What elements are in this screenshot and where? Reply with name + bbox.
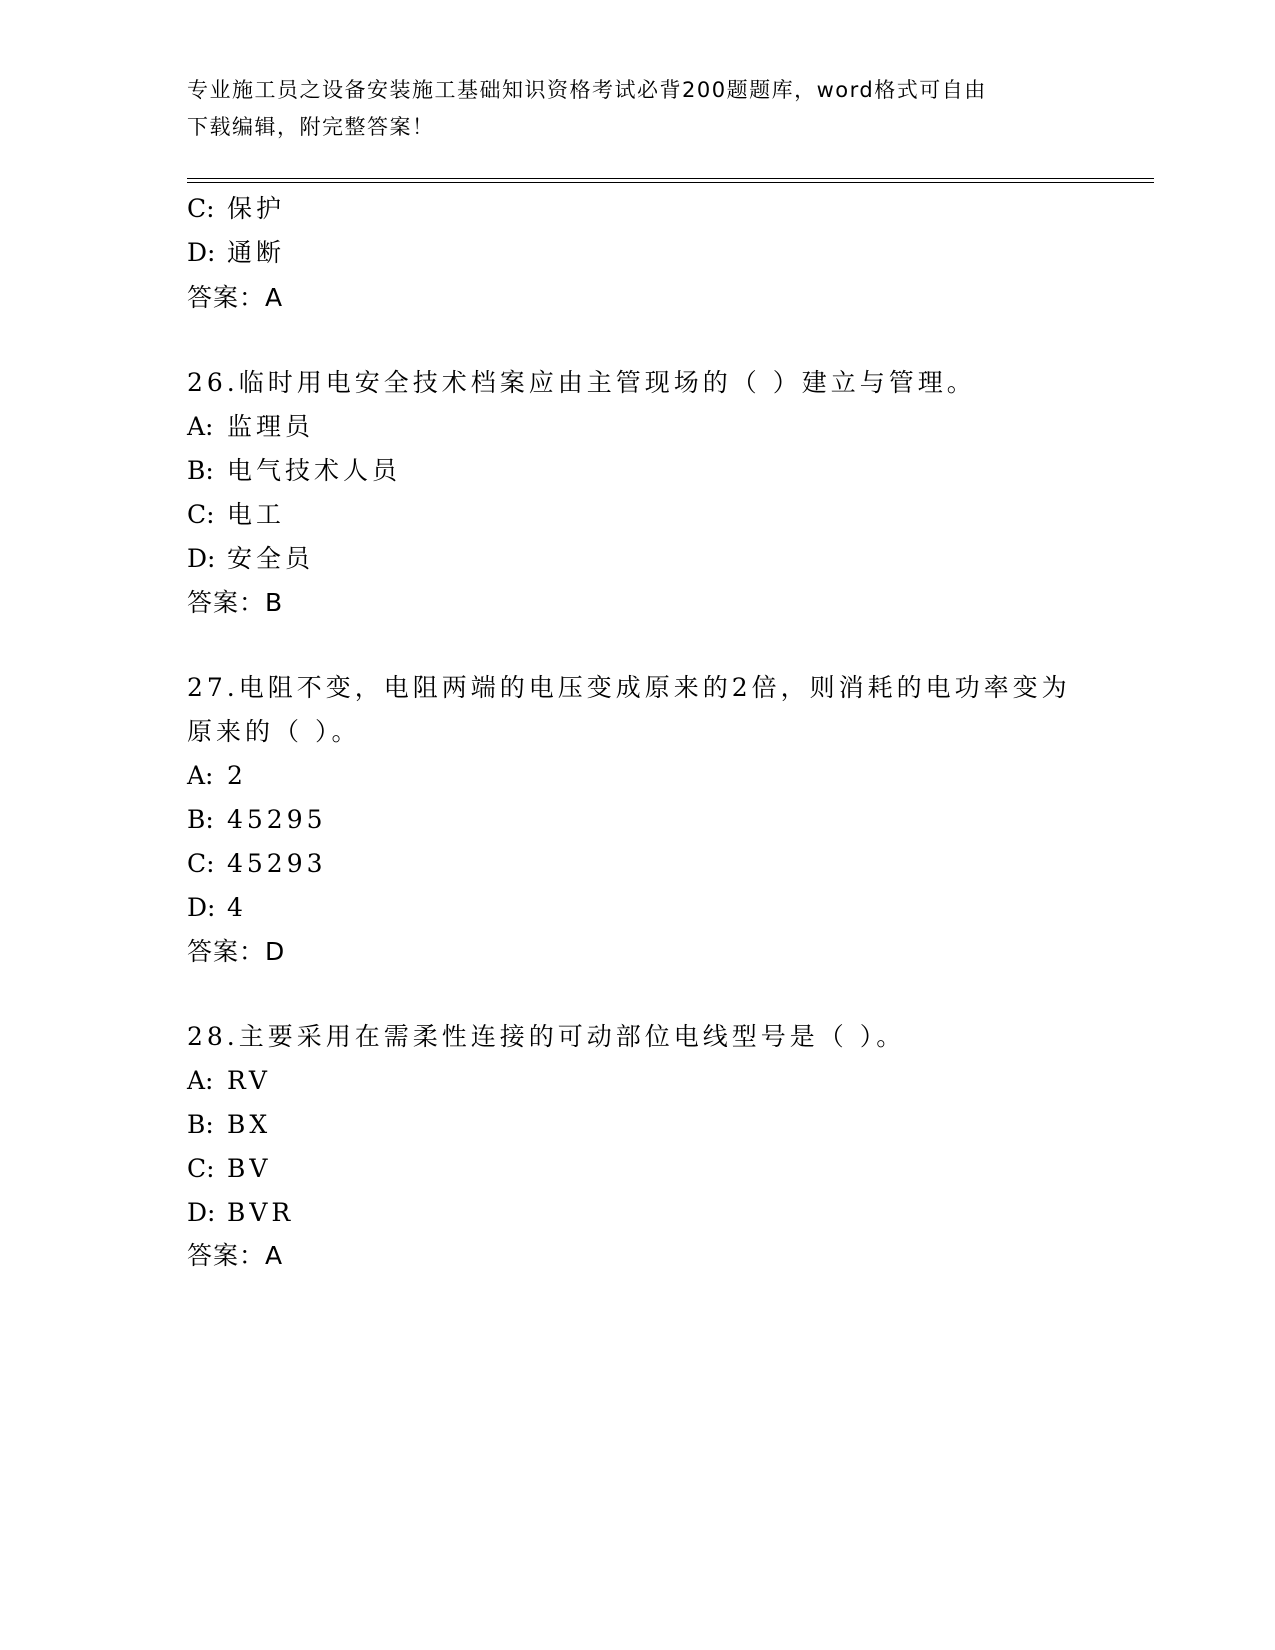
question-stem: 28.主要采用在需柔性连接的可动部位电线型号是（ ）。 bbox=[187, 1022, 906, 1051]
option-text: BVR bbox=[227, 1198, 295, 1227]
option-text: 保护 bbox=[227, 194, 286, 223]
option-letter: A: bbox=[187, 412, 214, 441]
option-c bbox=[187, 1154, 271, 1184]
header-line-2: 下载编辑，附完整答案！ bbox=[187, 115, 435, 139]
option-a bbox=[187, 761, 247, 791]
option-text: 通断 bbox=[227, 238, 286, 267]
option-d bbox=[187, 1198, 294, 1228]
option-letter: A: bbox=[187, 1066, 214, 1095]
option-text: 监理员 bbox=[227, 412, 315, 441]
option-letter: C: bbox=[187, 194, 215, 223]
answer-line: 答案：D bbox=[187, 937, 286, 966]
question-stem: 27.电阻不变，电阻两端的电压变成原来的2倍，则消耗的电功率变为 bbox=[187, 673, 1071, 702]
option-c bbox=[187, 500, 285, 530]
option-text: BV bbox=[227, 1154, 272, 1183]
option-text: 2 bbox=[227, 761, 247, 790]
option-letter: D: bbox=[187, 1198, 216, 1227]
option-letter: C: bbox=[187, 849, 215, 878]
question-stem-continued: 原来的（ ）。 bbox=[187, 717, 361, 746]
option-letter: B: bbox=[187, 1110, 214, 1139]
option-text: 电工 bbox=[227, 500, 286, 529]
answer-line: 答案：A bbox=[187, 1241, 284, 1270]
header-line-1: 专业施工员之设备安装施工基础知识资格考试必背200题题库，word格式可自由 bbox=[187, 78, 987, 102]
option-text: 安全员 bbox=[227, 544, 315, 573]
option-letter: D: bbox=[187, 893, 216, 922]
option-a bbox=[187, 412, 314, 442]
option-text: 电气技术人员 bbox=[227, 456, 402, 485]
option-text: 45295 bbox=[227, 805, 327, 834]
option-text: RV bbox=[227, 1066, 271, 1095]
answer-line: 答案：B bbox=[187, 588, 284, 617]
option-letter: C: bbox=[187, 500, 215, 529]
option-a bbox=[187, 1066, 271, 1096]
option-d bbox=[187, 893, 247, 923]
option-d bbox=[187, 238, 285, 268]
document-header bbox=[187, 72, 1087, 146]
option-b bbox=[187, 456, 401, 486]
option-b bbox=[187, 805, 327, 835]
option-text: 45293 bbox=[227, 849, 327, 878]
option-c bbox=[187, 194, 285, 224]
question-stem: 26.临时用电安全技术档案应由主管现场的（ ）建立与管理。 bbox=[187, 368, 976, 397]
option-letter: A: bbox=[187, 761, 214, 790]
header-divider-bottom bbox=[187, 182, 1154, 183]
option-d bbox=[187, 544, 314, 574]
option-letter: C: bbox=[187, 1154, 215, 1183]
option-letter: B: bbox=[187, 805, 214, 834]
option-b bbox=[187, 1110, 271, 1140]
header-divider-top bbox=[187, 178, 1154, 179]
answer-line: 答案：A bbox=[187, 283, 284, 312]
option-text: 4 bbox=[227, 893, 247, 922]
option-letter: D: bbox=[187, 544, 216, 573]
option-c bbox=[187, 849, 327, 879]
option-letter: D: bbox=[187, 238, 216, 267]
option-letter: B: bbox=[187, 456, 214, 485]
option-text: BX bbox=[227, 1110, 272, 1139]
